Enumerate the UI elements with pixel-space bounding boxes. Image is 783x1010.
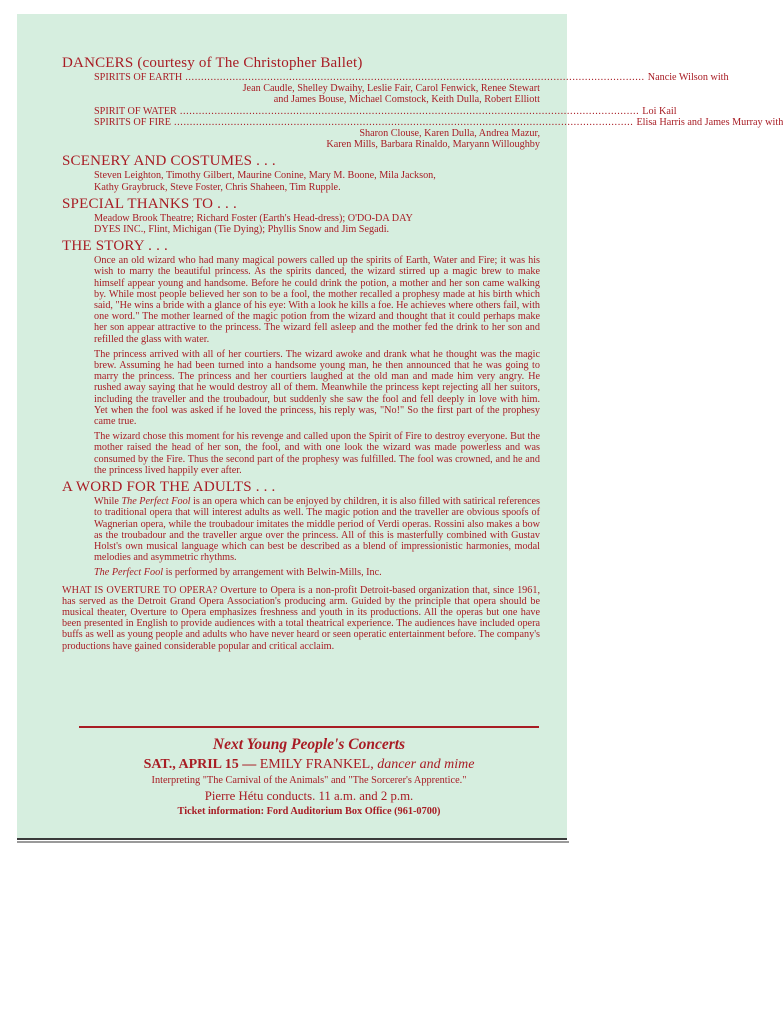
- ticket-info: Ticket information: Ford Auditorium Box Office (961-0700): [177, 806, 441, 817]
- program-page: [17, 14, 783, 840]
- water-row: [94, 105, 677, 117]
- overture-section: [62, 585, 540, 652]
- scenery-line-1: Steven Leighton, Timothy Gilbert, Maurine Conine, Mary M. Boone, Mila Jackson,: [94, 170, 436, 182]
- fire-line-3: Karen Mills, Barbara Rinaldo, Maryann Willoughby: [326, 139, 540, 151]
- next-concerts: [79, 736, 539, 819]
- adults-text: While: [94, 496, 122, 508]
- opera-title: The Perfect Fool: [121, 496, 191, 508]
- adults-paragraph-1: [94, 496, 540, 563]
- thanks-section: [62, 197, 540, 235]
- thanks-heading: SPECIAL THANKS TO . . .: [62, 195, 237, 212]
- divider-rule: [79, 726, 539, 728]
- adults-text: is an opera which can be enjoyed by children, it is also filled with satirical references to traditional opera that will interest adults as well. The magic potion and the traveller are obvious spoofs of Wagnerian opera, while the troubadour imitates the middle period of Verdi operas. Rossini also makes a bow as the troubadour and the traveller argue over the princess. All of this is masterfully combined with Gustav Holst's own musical language which can best be described as a blend of impressionistic harmonies, modal melodies and asymmetric rhythms.: [94, 496, 540, 564]
- page-edge-shadow: [17, 841, 569, 843]
- earth-line-2: Jean Caudle, Shelley Dwaihy, Leslie Fair, Carol Fenwick, Renee Stewart: [242, 83, 540, 95]
- scenery-section: [62, 154, 540, 192]
- thanks-line-1: Meadow Brook Theatre; Richard Foster (Earth's Head-dress); O'DO-DA DAY: [94, 212, 413, 224]
- concert-date-line: [79, 756, 539, 774]
- water-lead: Loi Kail: [642, 105, 677, 117]
- earth-line-3: and James Bouse, Michael Comstock, Keith Dulla, Robert Elliott: [273, 94, 540, 106]
- opera-title: The Perfect Fool: [94, 567, 164, 579]
- concert-date: SAT., APRIL 15: [143, 757, 239, 772]
- dancers-heading: DANCERS (courtesy of The Christopher Ballet): [62, 55, 363, 71]
- story-paragraph-3: The wizard chose this moment for his revenge and called upon the Spirit of Fire to destroy everyone. But the mother raised the head of her son, the fool, and with one look the wizard was made powerless and was consumed by the Fire. Thus the second part of the prophesy was fulfilled. The fool was crowned, and he and the princess lived happily ever after.: [94, 431, 540, 476]
- leader-dots: ..................................................................................................................................................: [185, 72, 645, 83]
- earth-role: SPIRITS OF EARTH: [94, 72, 183, 83]
- performer-role: dancer and mime: [377, 757, 475, 772]
- story-section: [62, 239, 540, 476]
- scenery-heading: SCENERY AND COSTUMES . . .: [62, 153, 276, 170]
- date-dash: —: [238, 757, 260, 772]
- performer-name: EMILY FRANKEL,: [259, 757, 378, 772]
- fire-row: [94, 116, 783, 128]
- program-content: [62, 55, 783, 652]
- story-paragraph-1: Once an old wizard who had many magical powers called up the spirits of Earth, Water and Fire; it was his wish to marry the beautiful princess. As the spirits danced, the wizard stirred up a magic brew to make himself appear young and handsome. Before he could drink the potion, a mother and her son came walking by. While most people believed her son to be a fool, the mother recalled a prophesy made at his birth which said, "He wins a bride with a glance of his eye: With a look he kills a foe. He achieves where others fail, with one word." The mother learned of the magic potion from the wizard and thought that it could perhaps make her son appear attractive to the princess. The wizard fell asleep and the mother fed the drink to her son and refilled the glass with water.: [94, 255, 540, 345]
- leader-dots: ..................................................................................................................................................: [174, 116, 634, 128]
- story-heading: THE STORY . . .: [62, 238, 168, 255]
- water-role: SPIRIT OF WATER: [94, 105, 177, 117]
- adults-text: is performed by arrangement with Belwin-Mills, Inc.: [163, 567, 382, 579]
- fire-line-2: Sharon Clouse, Karen Dulla, Andrea Mazur,: [359, 128, 540, 140]
- adults-section: [62, 480, 540, 578]
- dancers-section: [62, 55, 783, 151]
- interpreting-line: Interpreting "The Carnival of the Animals" and "The Sorcerer's Apprentice.": [151, 775, 467, 786]
- leader-dots: ..................................................................................................................................................: [179, 105, 640, 117]
- overture-paragraph: WHAT IS OVERTURE TO OPERA? Overture to Opera is a non-profit Detroit-based organization that, since 1961, has served as the Detroit Grand Opera Association's producing arm. Guided by the principle that opera should be musical theater, Overture to Opera emphasizes freshness and youth in its productions. All the operas but one have been presented in English to provide audiences with a total theatrical experience. The audiences have included opera buffs as well as young people and adults who have never heard or seen operatic entertainment before. The company's productions have gained considerable popular and critical acclaim.: [62, 584, 540, 652]
- adults-heading: A WORD FOR THE ADULTS . . .: [62, 479, 276, 496]
- earth-row: [94, 72, 729, 83]
- story-paragraph-2: The princess arrived with all of her courtiers. The wizard awoke and drank what he thought was the magic brew. Assuming he had been turned into a handsome young man, he then announced that he was going to marry the princess. The princess and her courtiers laughed at the old man and made him very angry. He rushed away saying that he would destroy all of them. Meanwhile the princess kept rejecting all her suitors, including the traveller and the troubadour, but suddenly she saw the fool and fell deeply in love with him. Yet when the fool was asked if he loved the princess, his reply was, "No!" So the first part of the prophesy came true.: [94, 348, 540, 428]
- earth-lead: Nancie Wilson with: [647, 72, 729, 83]
- thanks-line-2: DYES INC., Flint, Michigan (Tie Dying); Phyllis Snow and Jim Segadi.: [94, 224, 390, 236]
- next-concerts-title: Next Young People's Concerts: [212, 736, 406, 753]
- scenery-line-2: Kathy Graybruck, Steve Foster, Chris Shaheen, Tim Rupple.: [94, 181, 341, 193]
- fire-role: SPIRITS OF FIRE: [94, 116, 171, 128]
- fire-lead: Elisa Harris and James Murray with: [636, 116, 783, 128]
- adults-paragraph-2: [94, 567, 540, 578]
- conductor-line: Pierre Hétu conducts. 11 a.m. and 2 p.m.: [204, 789, 414, 803]
